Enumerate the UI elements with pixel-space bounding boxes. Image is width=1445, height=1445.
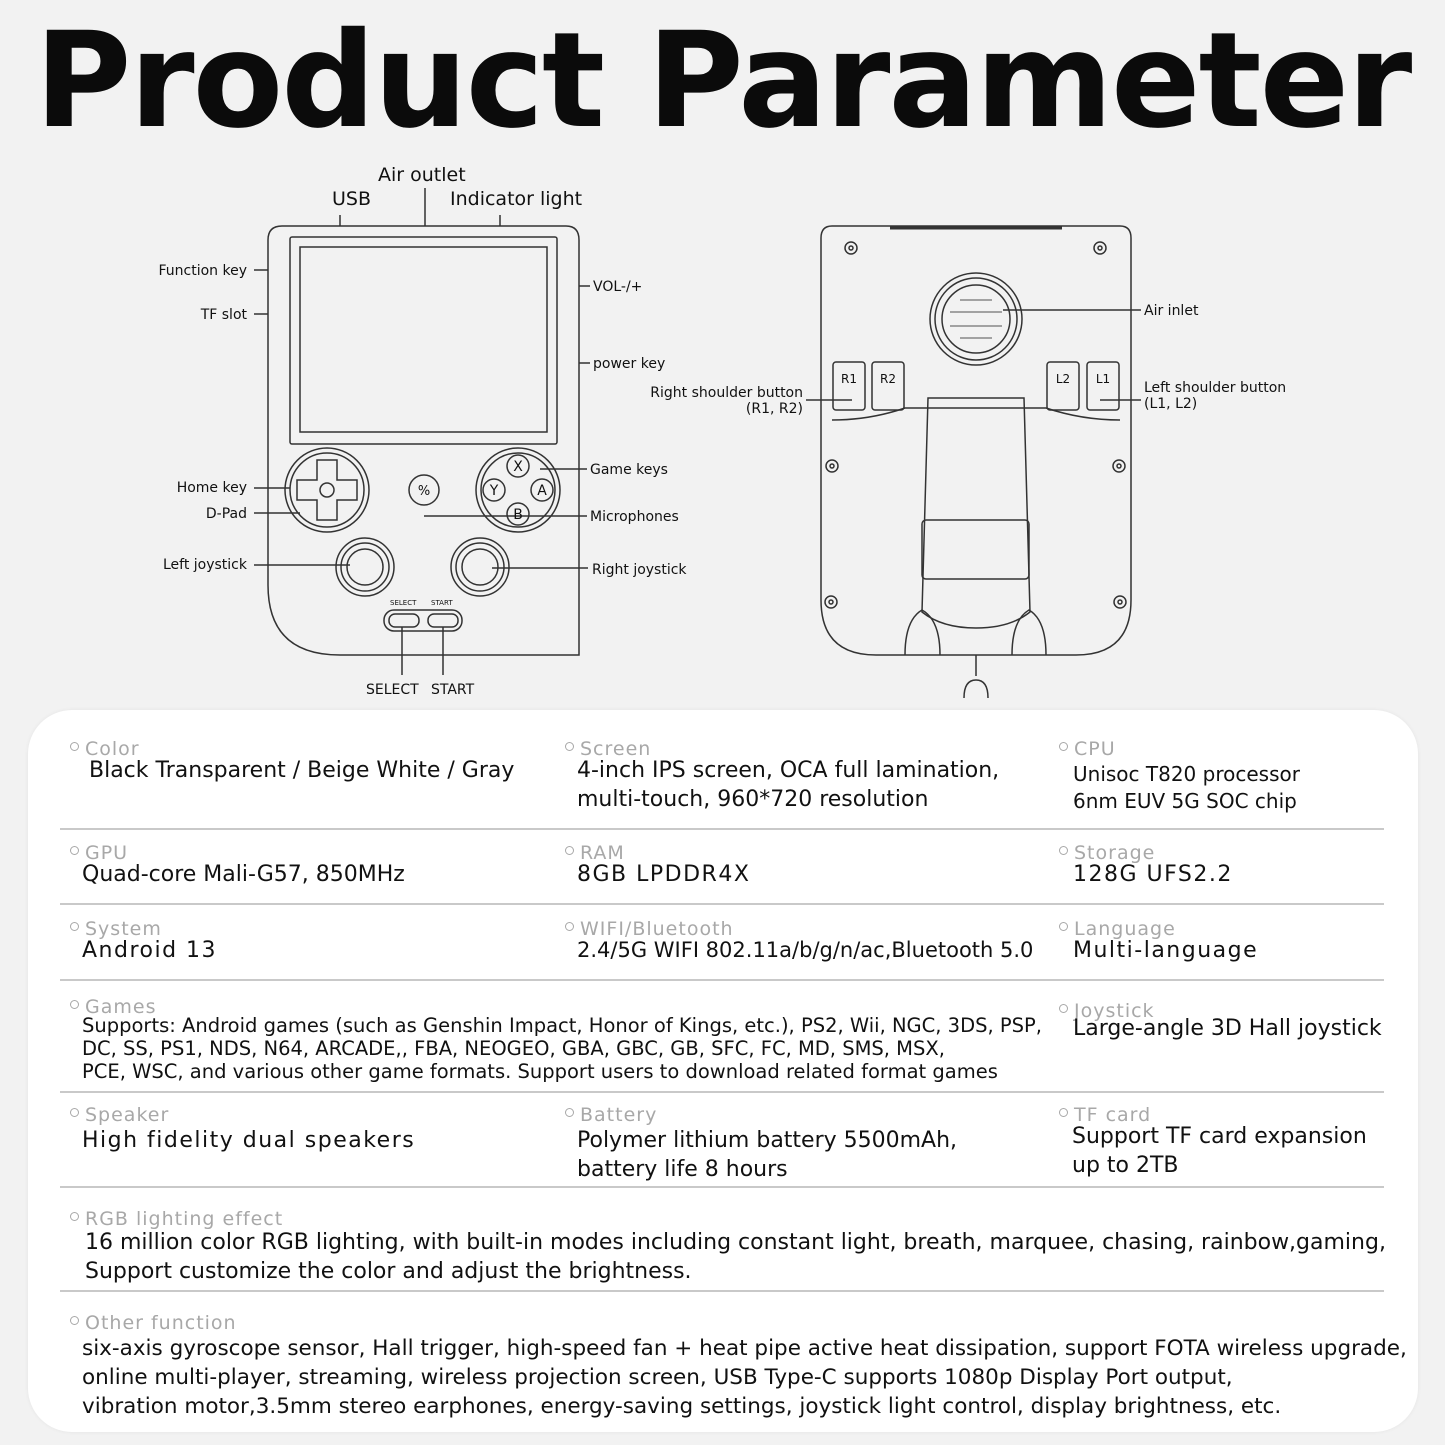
bullet-icon [565,742,574,751]
label-right-joystick: Right joystick [592,562,687,578]
dpad-icon [297,460,357,520]
air-inlet-fan [930,273,1022,365]
divider [60,1186,1384,1188]
spec-table [28,710,1418,1432]
spec-value: High fidelity dual speakers [82,1128,416,1153]
start-key [428,614,458,627]
page-title: Product Parameter [34,4,1411,158]
y-button-letter: Y [489,483,499,499]
label-right-shoulder: Right shoulder button [650,385,803,401]
spec-value: Support TF card expansion [1072,1124,1367,1149]
spec-value: 4-inch IPS screen, OCA full lamination, [577,758,1000,783]
back-label-plate [922,520,1029,579]
bullet-icon [70,846,79,855]
l2-button [1047,362,1079,410]
r1-button [833,362,865,410]
l2-letter: L2 [1055,372,1071,386]
spec-value: 8GB LPDDR4X [577,862,751,887]
a-button-letter: A [537,483,547,499]
bullet-icon [565,846,574,855]
spec-label: Battery [580,1104,658,1126]
label-usb: USB [332,188,372,210]
spec-value: battery life 8 hours [577,1157,788,1182]
device-diagram [0,150,1445,710]
label-select: SELECT [366,682,419,698]
label-vol: VOL-/+ [593,279,643,295]
spec-value: online multi-player, streaming, wireless projection screen, USB Type-C supports 1080p Display Port output, [82,1365,1233,1390]
bullet-icon [565,922,574,931]
spec-label: TF card [1074,1104,1152,1126]
bullet-icon [1059,1004,1068,1013]
bullet-icon [70,1108,79,1117]
spec-value: Polymer lithium battery 5500mAh, [577,1128,958,1153]
spec-value: 16 million color RGB lighting, with built-in modes including constant light, breath, marquee, chasing, rainbow,gaming, [85,1230,1386,1255]
left-joystick [336,538,394,596]
l1-letter: L1 [1095,372,1111,386]
label-air-inlet: Air inlet [1144,303,1199,319]
label-start: START [431,682,475,698]
spec-value: Multi-language [1073,938,1259,963]
label-left-joystick: Left joystick [162,557,247,573]
divider [60,903,1384,905]
l1-button [1087,362,1119,410]
back-device-outline [821,226,1131,655]
label-home-key: Home key [176,480,247,496]
spec-value: DC, SS, PS1, NDS, N64, ARCADE,, FBA, NEOGEO, GBA, GBC, GB, SFC, FC, MD, SMS, MSX, [82,1037,945,1060]
spec-label: GPU [85,842,129,864]
front-device-outline [268,226,579,655]
front-screen-bezel [290,237,557,444]
spec-value: six-axis gyroscope sensor, Hall trigger, high-speed fan + heat pipe active heat dissipation, support FOTA wireless upgrade, [82,1336,1407,1361]
spec-value: 128G UFS2.2 [1073,862,1233,887]
spec-label: RAM [580,842,625,864]
label-right-shoulder-sub: (R1, R2) [745,401,803,417]
spec-label: System [85,918,162,940]
right-joystick [451,538,509,596]
spec-value: PCE, WSC, and various other game formats. Support users to download related format games [82,1060,998,1083]
spec-value: Supports: Android games (such as Genshin Impact, Honor of Kings, etc.), PS2, Wii, NGC, 3DS, PSP, [82,1014,1042,1037]
spec-label: Language [1074,918,1176,940]
bullet-icon [70,1212,79,1221]
spec-value: 6nm EUV 5G SOC chip [1073,789,1297,813]
select-start-housing [384,610,462,631]
bullet-icon [565,1108,574,1117]
spec-label: Joystick [1074,1000,1155,1022]
b-button-letter: B [513,507,523,523]
r2-letter: R2 [880,372,896,386]
spec-label: Color [85,738,140,760]
bullet-icon [70,1316,79,1325]
bullet-icon [70,742,79,751]
label-left-shoulder: Left shoulder button [1144,380,1287,396]
spec-label: Games [85,996,157,1018]
spec-value: Black Transparent / Beige White / Gray [89,758,515,783]
back-stand [922,398,1030,628]
spec-value: Large-angle 3D Hall joystick [1073,1016,1382,1041]
spec-value: Unisoc T820 processor [1073,762,1300,786]
spec-label: Storage [1074,842,1156,864]
x-button-letter: X [513,459,523,475]
spec-label: Other function [85,1312,237,1334]
headphone-jack-icon [964,680,988,698]
spec-value: vibration motor,3.5mm stereo earphones, energy-saving settings, joystick light control, display brightness, etc. [82,1394,1282,1419]
divider [60,828,1384,830]
select-printed: SELECT [390,599,417,607]
spec-value: Android 13 [82,938,218,963]
label-air-outlet: Air outlet [378,164,466,186]
spec-label: WIFI/Bluetooth [580,918,734,940]
bullet-icon [1059,742,1068,751]
select-key [389,614,419,627]
front-screen [300,247,547,432]
spec-value: Quad-core Mali-G57, 850MHz [82,862,405,887]
spec-value: up to 2TB [1072,1153,1179,1178]
label-tf-slot: TF slot [200,307,247,323]
spec-value: Support customize the color and adjust the brightness. [85,1259,692,1284]
bullet-icon [1059,1108,1068,1117]
label-microphones: Microphones [590,509,679,525]
label-function-key: Function key [158,263,247,279]
label-left-shoulder-sub: (L1, L2) [1144,396,1198,412]
spec-value: 2.4/5G WIFI 802.11a/b/g/n/ac,Bluetooth 5.0 [577,938,1034,962]
label-game-keys: Game keys [590,462,668,478]
spec-label: Screen [580,738,652,760]
bullet-icon [1059,846,1068,855]
spec-label: Speaker [85,1104,170,1126]
label-dpad: D-Pad [205,506,247,522]
spec-label: RGB lighting effect [85,1208,284,1230]
spec-value: multi-touch, 960*720 resolution [577,787,929,812]
label-indicator-light: Indicator light [450,188,583,210]
r1-letter: R1 [841,372,857,386]
bullet-icon [70,1000,79,1009]
divider [60,1290,1384,1292]
spec-label: CPU [1074,738,1116,760]
label-power-key: power key [593,356,666,372]
start-printed: START [431,599,453,607]
bullet-icon [1059,922,1068,931]
r2-button [872,362,904,410]
divider [60,979,1384,981]
home-key-glyph: % [417,484,431,499]
bullet-icon [70,922,79,931]
divider [60,1091,1384,1093]
